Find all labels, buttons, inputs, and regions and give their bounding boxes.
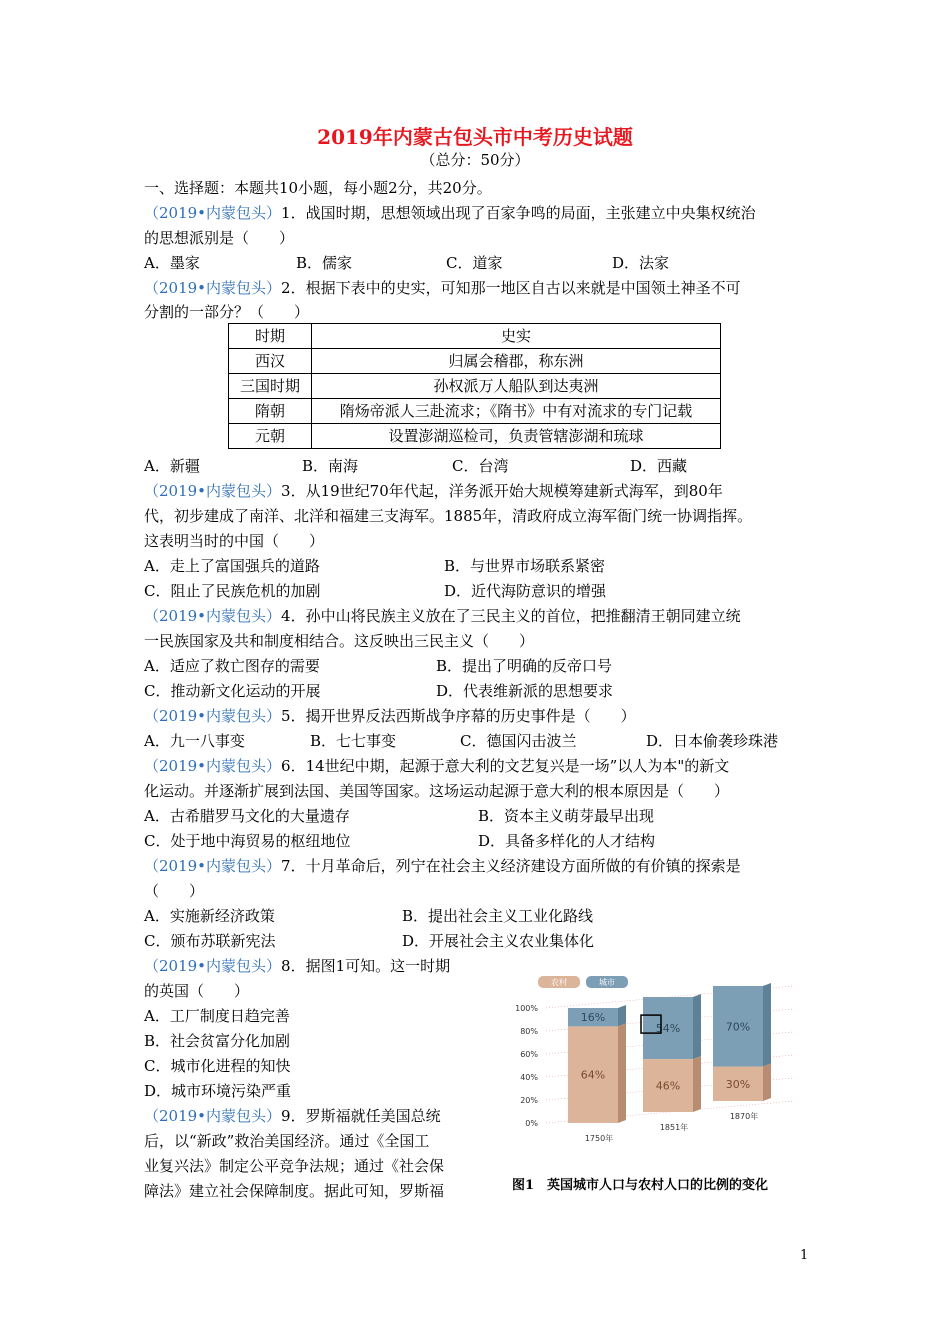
q4-option-c[interactable]: C．推动新文化运动的开展 (144, 682, 321, 700)
question-3-cont2: 这表明当时的中国（ ） (144, 532, 325, 550)
table-header: 史实 (312, 324, 721, 349)
question-1: （2019•内蒙包头）1．战国时期，思想领域出现了百家争鸣的局面，主张建立中央集权统治 (144, 204, 756, 222)
x-tick-label: 1750年 (584, 1134, 614, 1143)
data-label-rural: 46% (655, 1079, 681, 1093)
y-tick-label: 20% (520, 1096, 538, 1105)
history-table (228, 323, 721, 449)
slab-side-rural (693, 1056, 701, 1112)
question-3-cont: 代，初步建成了南洋、北洋和福建三支海军。1885年，清政府成立海军衙门统一协调指挥。 (144, 507, 753, 525)
table-row: 三国时期 孙权派万人船队到达夷洲 (229, 374, 721, 399)
slab-side-urban (763, 983, 771, 1067)
question-6: （2019•内蒙包头）6．14世纪中期，起源于意大利的文艺复兴是一场”以人为本"的新文 (144, 757, 730, 775)
x-tick-label: 1870年 (729, 1112, 759, 1121)
q8-option-c[interactable]: C．城市化进程的知快 (144, 1057, 291, 1075)
q5-option-d[interactable]: D．日本偷袭珍珠港 (646, 732, 779, 750)
legend-label: 农村 (551, 978, 567, 987)
q3-option-b[interactable]: B．与世界市场联系紧密 (444, 557, 606, 575)
question-2: （2019•内蒙包头）2．根据下表中的史实，可知那一地区自古以来就是中国领土神圣不可 (144, 279, 741, 297)
q8-option-b[interactable]: B．社会贫富分化加剧 (144, 1032, 291, 1050)
q6-option-d[interactable]: D．具备多样化的人才结构 (478, 832, 656, 850)
y-tick-label: 0% (525, 1119, 538, 1128)
question-1-cont: 的思想派别是（ ） (144, 229, 295, 247)
page-number: 1 (800, 1248, 809, 1263)
question-9: （2019•内蒙包头）9．罗斯福就任美国总统 (144, 1107, 441, 1125)
q1-option-c[interactable]: C．道家 (446, 254, 503, 272)
q5-option-a[interactable]: A．九一八事变 (144, 732, 245, 750)
population-ratio-chart (508, 968, 798, 1148)
q4-option-d[interactable]: D．代表维新派的思想要求 (436, 682, 614, 700)
q7-option-b[interactable]: B．提出社会主义工业化路线 (402, 907, 594, 925)
figure-caption: 图1 英国城市人口与农村人口的比例的变化 (512, 1178, 769, 1193)
q6-option-b[interactable]: B．资本主义萌芽最早出现 (478, 807, 655, 825)
table-row: 隋朝 隋炀帝派人三赴流求；《隋书》中有对流求的专门记载 (229, 399, 721, 424)
q6-option-c[interactable]: C．处于地中海贸易的枢纽地位 (144, 832, 351, 850)
question-9-cont3: 障法》建立社会保障制度。据此可知，罗斯福 (144, 1182, 445, 1200)
question-4: （2019•内蒙包头）4．孙中山将民族主义放在了三民主义的首位，把推翻清王朝同建立统 (144, 607, 741, 625)
question-6-cont: 化运动。并逐渐扩展到法国、美国等国家。这场运动起源于意大利的根本原因是（ ） (144, 782, 730, 800)
question-2-cont: 分割的一部分？（ ） (144, 303, 310, 321)
question-3: （2019•内蒙包头）3．从19世纪70年代起，洋务派开始大规模筹建新式海军，到80年 (144, 482, 723, 500)
q1-option-a[interactable]: A．墨家 (144, 254, 200, 272)
data-label-urban: 70% (725, 1020, 751, 1034)
table-row: 西汉 归属会稽郡，称东洲 (229, 349, 721, 374)
q2-option-c[interactable]: C．台湾 (452, 457, 509, 475)
y-tick-label: 100% (515, 1004, 538, 1013)
q7-option-d[interactable]: D．开展社会主义农业集体化 (402, 932, 595, 950)
q7-option-a[interactable]: A．实施新经济政策 (144, 907, 275, 925)
q3-option-c[interactable]: C．阻止了民族危机的加剧 (144, 582, 321, 600)
page-title: 2019年内蒙古包头市中考历史试题 (317, 125, 633, 149)
section-heading: 一、选择题：本题共10小题，每小题2分，共20分。 (144, 179, 492, 197)
data-label-rural: 64% (580, 1068, 606, 1082)
question-8-cont: 的英国（ ） (144, 982, 250, 1000)
legend-label: 城市 (599, 978, 615, 987)
q5-option-c[interactable]: C．德国闪击波兰 (460, 732, 577, 750)
y-tick-label: 60% (520, 1050, 538, 1059)
q7-option-c[interactable]: C．颁布苏联新宪法 (144, 932, 276, 950)
q3-option-a[interactable]: A．走上了富国强兵的道路 (144, 557, 320, 575)
table-header: 时期 (229, 324, 312, 349)
q6-option-a[interactable]: A．古希腊罗马文化的大量遗存 (144, 807, 350, 825)
q3-option-d[interactable]: D．近代海防意识的增强 (444, 582, 607, 600)
q4-option-b[interactable]: B．提出了明确的反帝口号 (436, 657, 613, 675)
data-label-urban: 16% (580, 1011, 606, 1025)
y-tick-label: 80% (520, 1027, 538, 1036)
data-label-urban: 54% (655, 1022, 681, 1036)
question-4-cont: 一民族国家及共和制度相结合。这反映出三民主义（ ） (144, 632, 535, 650)
table-header-row (229, 324, 721, 349)
question-9-cont: 后，以“新政”救治美国经济。通过《全国工 (144, 1132, 430, 1150)
q2-option-b[interactable]: B．南海 (302, 457, 359, 475)
slab-side-urban (618, 1005, 626, 1026)
y-tick-label: 40% (520, 1073, 538, 1082)
question-5: （2019•内蒙包头）5．揭开世界反法西斯战争序幕的历史事件是（ ） (144, 707, 636, 725)
source-tag: （2019•内蒙包头） (144, 204, 282, 222)
question-8: （2019•内蒙包头）8．据图1可知。这一时期 (144, 957, 451, 975)
q1-option-d[interactable]: D．法家 (612, 254, 670, 272)
question-9-cont2: 业复兴法》制定公平竞争法规；通过《社会保 (144, 1157, 445, 1175)
q2-option-d[interactable]: D．西藏 (630, 457, 688, 475)
slab-side-urban (693, 994, 701, 1059)
data-label-rural: 30% (725, 1077, 751, 1091)
question-7-cont: （ ） (144, 882, 205, 900)
total-score: （总分：50分） (420, 151, 530, 169)
q8-option-d[interactable]: D．城市环境污染严重 (144, 1082, 292, 1100)
q4-option-a[interactable]: A．适应了救亡图存的需要 (144, 657, 320, 675)
x-tick-label: 1851年 (659, 1123, 689, 1132)
q5-option-b[interactable]: B．七七事变 (310, 732, 397, 750)
q2-option-a[interactable]: A．新疆 (144, 457, 200, 475)
question-7: （2019•内蒙包头）7．十月革命后，列宁在社会主义经济建设方面所做的有价镇的探索是 (144, 857, 741, 875)
slab-side-rural (763, 1064, 771, 1102)
slab-side-rural (618, 1023, 626, 1123)
q1-option-b[interactable]: B．儒家 (296, 254, 353, 272)
table-row: 元朝 设置澎湖巡检司，负责管辖澎湖和琉球 (229, 424, 721, 449)
q8-option-a[interactable]: A．工厂制度日趋完善 (144, 1007, 290, 1025)
